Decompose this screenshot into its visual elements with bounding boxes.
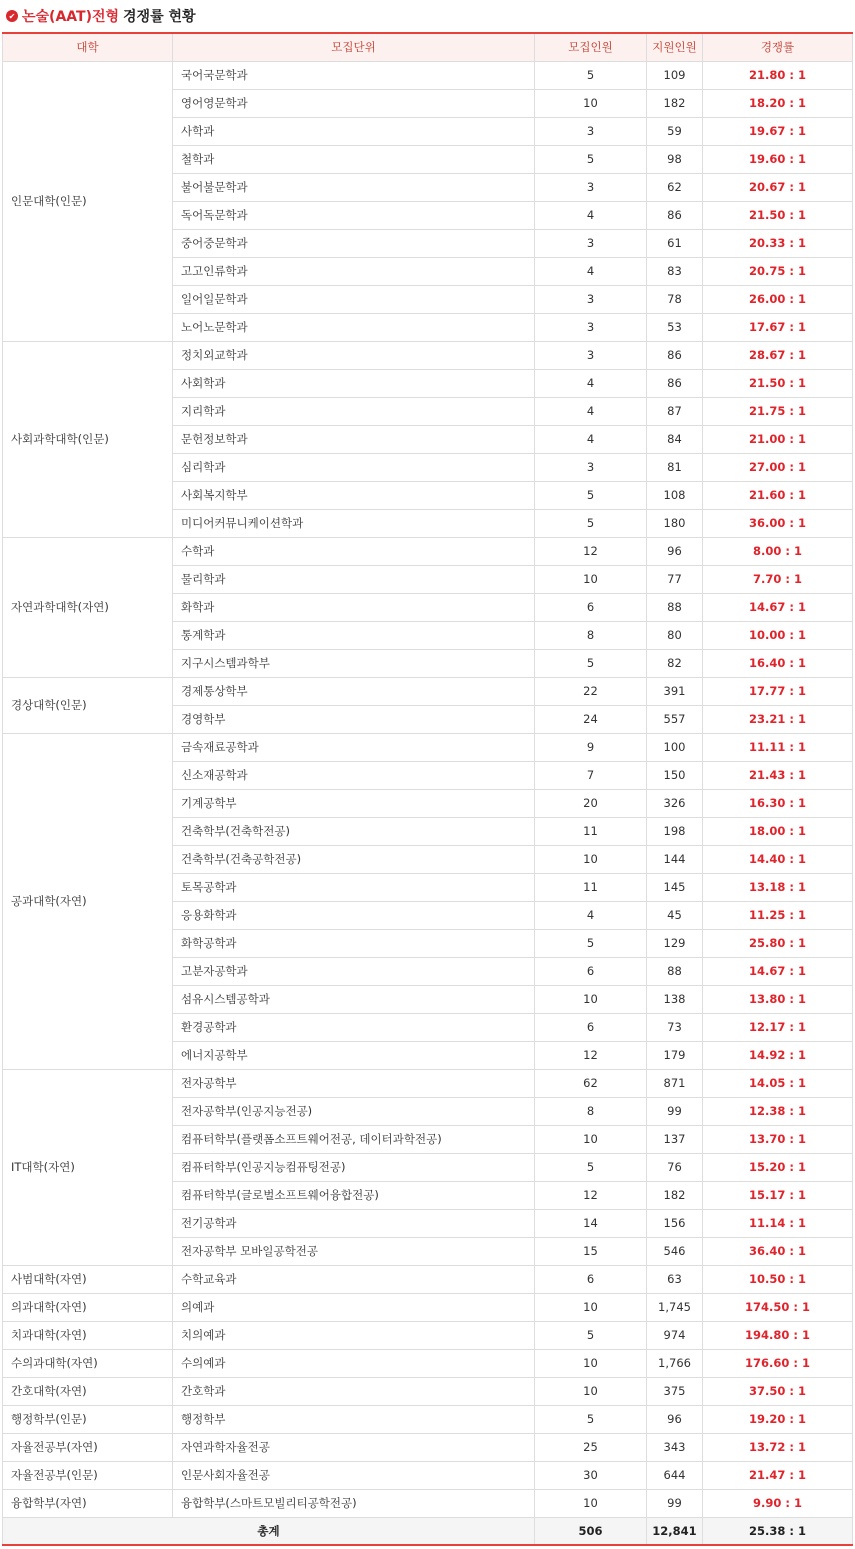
recruit-cell: 5 bbox=[535, 481, 647, 509]
apply-cell: 156 bbox=[647, 1209, 703, 1237]
recruit-cell: 10 bbox=[535, 1293, 647, 1321]
dept-cell: 사회복지학부 bbox=[173, 481, 535, 509]
recruit-cell: 20 bbox=[535, 789, 647, 817]
apply-cell: 100 bbox=[647, 733, 703, 761]
rate-cell: 20.67 : 1 bbox=[703, 173, 853, 201]
recruit-cell: 12 bbox=[535, 537, 647, 565]
apply-cell: 546 bbox=[647, 1237, 703, 1265]
recruit-cell: 11 bbox=[535, 817, 647, 845]
apply-cell: 974 bbox=[647, 1321, 703, 1349]
recruit-cell: 5 bbox=[535, 649, 647, 677]
recruit-cell: 8 bbox=[535, 1097, 647, 1125]
univ-cell: 자연과학대학(자연) bbox=[3, 537, 173, 677]
dept-cell: 전자공학부 모바일공학전공 bbox=[173, 1237, 535, 1265]
apply-cell: 144 bbox=[647, 845, 703, 873]
recruit-cell: 24 bbox=[535, 705, 647, 733]
apply-cell: 644 bbox=[647, 1461, 703, 1489]
univ-cell: 사범대학(자연) bbox=[3, 1265, 173, 1293]
header-rate: 경쟁률 bbox=[703, 33, 853, 61]
recruit-cell: 5 bbox=[535, 929, 647, 957]
table-body bbox=[3, 61, 853, 1517]
apply-cell: 137 bbox=[647, 1125, 703, 1153]
univ-cell: 자율전공부(자연) bbox=[3, 1433, 173, 1461]
rate-cell: 14.40 : 1 bbox=[703, 845, 853, 873]
recruit-cell: 5 bbox=[535, 1405, 647, 1433]
dept-cell: 지리학과 bbox=[173, 397, 535, 425]
recruit-cell: 10 bbox=[535, 1377, 647, 1405]
rate-cell: 13.70 : 1 bbox=[703, 1125, 853, 1153]
table-row bbox=[3, 1069, 853, 1097]
apply-cell: 375 bbox=[647, 1377, 703, 1405]
apply-cell: 1,745 bbox=[647, 1293, 703, 1321]
rate-cell: 21.80 : 1 bbox=[703, 61, 853, 89]
dept-cell: 불어불문학과 bbox=[173, 173, 535, 201]
apply-cell: 557 bbox=[647, 705, 703, 733]
dept-cell: 전자공학부 bbox=[173, 1069, 535, 1097]
rate-cell: 11.25 : 1 bbox=[703, 901, 853, 929]
rate-cell: 14.67 : 1 bbox=[703, 593, 853, 621]
recruit-cell: 10 bbox=[535, 1125, 647, 1153]
dept-cell: 전자공학부(인공지능전공) bbox=[173, 1097, 535, 1125]
dept-cell: 영어영문학과 bbox=[173, 89, 535, 117]
rate-cell: 21.75 : 1 bbox=[703, 397, 853, 425]
recruit-cell: 12 bbox=[535, 1181, 647, 1209]
dept-cell: 컴퓨터학부(인공지능컴퓨팅전공) bbox=[173, 1153, 535, 1181]
rate-cell: 14.67 : 1 bbox=[703, 957, 853, 985]
apply-cell: 61 bbox=[647, 229, 703, 257]
dept-cell: 응용화학과 bbox=[173, 901, 535, 929]
rate-cell: 28.67 : 1 bbox=[703, 341, 853, 369]
dept-cell: 토목공학과 bbox=[173, 873, 535, 901]
apply-cell: 96 bbox=[647, 537, 703, 565]
dept-cell: 수학교육과 bbox=[173, 1265, 535, 1293]
dept-cell: 국어국문학과 bbox=[173, 61, 535, 89]
rate-cell: 7.70 : 1 bbox=[703, 565, 853, 593]
dept-cell: 물리학과 bbox=[173, 565, 535, 593]
total-recruit: 506 bbox=[535, 1517, 647, 1545]
univ-cell: 의과대학(자연) bbox=[3, 1293, 173, 1321]
apply-cell: 82 bbox=[647, 649, 703, 677]
recruit-cell: 5 bbox=[535, 509, 647, 537]
recruit-cell: 4 bbox=[535, 369, 647, 397]
recruit-cell: 12 bbox=[535, 1041, 647, 1069]
dept-cell: 건축학부(건축공학전공) bbox=[173, 845, 535, 873]
total-row bbox=[3, 1517, 853, 1545]
rate-cell: 12.17 : 1 bbox=[703, 1013, 853, 1041]
dept-cell: 심리학과 bbox=[173, 453, 535, 481]
rate-cell: 26.00 : 1 bbox=[703, 285, 853, 313]
dept-cell: 정치외교학과 bbox=[173, 341, 535, 369]
total-rate: 25.38 : 1 bbox=[703, 1517, 853, 1545]
recruit-cell: 5 bbox=[535, 1321, 647, 1349]
recruit-cell: 4 bbox=[535, 397, 647, 425]
header-dept: 모집단위 bbox=[173, 33, 535, 61]
page-title bbox=[0, 0, 855, 32]
rate-cell: 36.40 : 1 bbox=[703, 1237, 853, 1265]
recruit-cell: 5 bbox=[535, 61, 647, 89]
apply-cell: 391 bbox=[647, 677, 703, 705]
table-row bbox=[3, 733, 853, 761]
rate-cell: 16.30 : 1 bbox=[703, 789, 853, 817]
apply-cell: 180 bbox=[647, 509, 703, 537]
recruit-cell: 5 bbox=[535, 145, 647, 173]
rate-cell: 25.80 : 1 bbox=[703, 929, 853, 957]
recruit-cell: 3 bbox=[535, 341, 647, 369]
table-row bbox=[3, 341, 853, 369]
rate-cell: 23.21 : 1 bbox=[703, 705, 853, 733]
recruit-cell: 3 bbox=[535, 173, 647, 201]
header-univ: 대학 bbox=[3, 33, 173, 61]
dept-cell: 행정학부 bbox=[173, 1405, 535, 1433]
rate-cell: 176.60 : 1 bbox=[703, 1349, 853, 1377]
recruit-cell: 6 bbox=[535, 957, 647, 985]
dept-cell: 컴퓨터학부(플랫폼소프트웨어전공, 데이터과학전공) bbox=[173, 1125, 535, 1153]
apply-cell: 86 bbox=[647, 369, 703, 397]
rate-cell: 11.14 : 1 bbox=[703, 1209, 853, 1237]
dept-cell: 고분자공학과 bbox=[173, 957, 535, 985]
recruit-cell: 3 bbox=[535, 229, 647, 257]
table-row bbox=[3, 1293, 853, 1321]
apply-cell: 343 bbox=[647, 1433, 703, 1461]
recruit-cell: 6 bbox=[535, 1013, 647, 1041]
total-label: 총계 bbox=[3, 1517, 535, 1545]
title-rest: 경쟁률 현황 bbox=[123, 9, 196, 25]
rate-cell: 17.67 : 1 bbox=[703, 313, 853, 341]
dept-cell: 치의예과 bbox=[173, 1321, 535, 1349]
apply-cell: 109 bbox=[647, 61, 703, 89]
apply-cell: 150 bbox=[647, 761, 703, 789]
apply-cell: 198 bbox=[647, 817, 703, 845]
rate-cell: 36.00 : 1 bbox=[703, 509, 853, 537]
dept-cell: 문헌정보학과 bbox=[173, 425, 535, 453]
dept-cell: 인문사회자율전공 bbox=[173, 1461, 535, 1489]
recruit-cell: 4 bbox=[535, 201, 647, 229]
univ-cell: IT대학(자연) bbox=[3, 1069, 173, 1265]
recruit-cell: 7 bbox=[535, 761, 647, 789]
dept-cell: 간호학과 bbox=[173, 1377, 535, 1405]
table-row bbox=[3, 1405, 853, 1433]
recruit-cell: 9 bbox=[535, 733, 647, 761]
rate-cell: 10.50 : 1 bbox=[703, 1265, 853, 1293]
dept-cell: 지구시스템과학부 bbox=[173, 649, 535, 677]
apply-cell: 83 bbox=[647, 257, 703, 285]
recruit-cell: 6 bbox=[535, 1265, 647, 1293]
header-recruit: 모집인원 bbox=[535, 33, 647, 61]
rate-cell: 21.60 : 1 bbox=[703, 481, 853, 509]
rate-cell: 17.77 : 1 bbox=[703, 677, 853, 705]
dept-cell: 의예과 bbox=[173, 1293, 535, 1321]
dept-cell: 융합학부(스마트모빌리티공학전공) bbox=[173, 1489, 535, 1517]
univ-cell: 간호대학(자연) bbox=[3, 1377, 173, 1405]
recruit-cell: 8 bbox=[535, 621, 647, 649]
rate-cell: 8.00 : 1 bbox=[703, 537, 853, 565]
rate-cell: 37.50 : 1 bbox=[703, 1377, 853, 1405]
dept-cell: 건축학부(건축학전공) bbox=[173, 817, 535, 845]
dept-cell: 환경공학과 bbox=[173, 1013, 535, 1041]
rate-cell: 21.50 : 1 bbox=[703, 369, 853, 397]
rate-cell: 19.60 : 1 bbox=[703, 145, 853, 173]
table-row bbox=[3, 537, 853, 565]
recruit-cell: 10 bbox=[535, 89, 647, 117]
dept-cell: 수학과 bbox=[173, 537, 535, 565]
univ-cell: 인문대학(인문) bbox=[3, 61, 173, 341]
recruit-cell: 22 bbox=[535, 677, 647, 705]
rate-cell: 194.80 : 1 bbox=[703, 1321, 853, 1349]
apply-cell: 59 bbox=[647, 117, 703, 145]
recruit-cell: 3 bbox=[535, 453, 647, 481]
table-row bbox=[3, 1321, 853, 1349]
apply-cell: 179 bbox=[647, 1041, 703, 1069]
recruit-cell: 10 bbox=[535, 845, 647, 873]
univ-cell: 행정학부(인문) bbox=[3, 1405, 173, 1433]
apply-cell: 53 bbox=[647, 313, 703, 341]
dept-cell: 컴퓨터학부(글로벌소프트웨어융합전공) bbox=[173, 1181, 535, 1209]
recruit-cell: 62 bbox=[535, 1069, 647, 1097]
rate-cell: 11.11 : 1 bbox=[703, 733, 853, 761]
dept-cell: 중어중문학과 bbox=[173, 229, 535, 257]
dept-cell: 독어독문학과 bbox=[173, 201, 535, 229]
rate-cell: 21.00 : 1 bbox=[703, 425, 853, 453]
dept-cell: 사학과 bbox=[173, 117, 535, 145]
apply-cell: 182 bbox=[647, 89, 703, 117]
apply-cell: 99 bbox=[647, 1097, 703, 1125]
table-row bbox=[3, 1461, 853, 1489]
recruit-cell: 14 bbox=[535, 1209, 647, 1237]
dept-cell: 고고인류학과 bbox=[173, 257, 535, 285]
dept-cell: 일어일문학과 bbox=[173, 285, 535, 313]
rate-cell: 13.80 : 1 bbox=[703, 985, 853, 1013]
dept-cell: 화학공학과 bbox=[173, 929, 535, 957]
recruit-cell: 10 bbox=[535, 1349, 647, 1377]
apply-cell: 73 bbox=[647, 1013, 703, 1041]
apply-cell: 138 bbox=[647, 985, 703, 1013]
rate-cell: 9.90 : 1 bbox=[703, 1489, 853, 1517]
recruit-cell: 3 bbox=[535, 285, 647, 313]
rate-cell: 13.72 : 1 bbox=[703, 1433, 853, 1461]
table-row bbox=[3, 1489, 853, 1517]
apply-cell: 99 bbox=[647, 1489, 703, 1517]
dept-cell: 노어노문학과 bbox=[173, 313, 535, 341]
table-row bbox=[3, 677, 853, 705]
rate-cell: 15.17 : 1 bbox=[703, 1181, 853, 1209]
apply-cell: 88 bbox=[647, 593, 703, 621]
univ-cell: 공과대학(자연) bbox=[3, 733, 173, 1069]
recruit-cell: 3 bbox=[535, 117, 647, 145]
apply-cell: 78 bbox=[647, 285, 703, 313]
recruit-cell: 15 bbox=[535, 1237, 647, 1265]
table-row bbox=[3, 61, 853, 89]
apply-cell: 129 bbox=[647, 929, 703, 957]
dept-cell: 금속재료공학과 bbox=[173, 733, 535, 761]
recruit-cell: 3 bbox=[535, 313, 647, 341]
dept-cell: 전기공학과 bbox=[173, 1209, 535, 1237]
dept-cell: 에너지공학부 bbox=[173, 1041, 535, 1069]
rate-cell: 16.40 : 1 bbox=[703, 649, 853, 677]
recruit-cell: 11 bbox=[535, 873, 647, 901]
apply-cell: 88 bbox=[647, 957, 703, 985]
univ-cell: 수의과대학(자연) bbox=[3, 1349, 173, 1377]
check-circle-icon: ✔ bbox=[6, 10, 18, 22]
apply-cell: 84 bbox=[647, 425, 703, 453]
apply-cell: 326 bbox=[647, 789, 703, 817]
header-apply: 지원인원 bbox=[647, 33, 703, 61]
recruit-cell: 25 bbox=[535, 1433, 647, 1461]
competition-rate-table bbox=[2, 32, 853, 1546]
rate-cell: 19.20 : 1 bbox=[703, 1405, 853, 1433]
dept-cell: 화학과 bbox=[173, 593, 535, 621]
rate-cell: 20.75 : 1 bbox=[703, 257, 853, 285]
table-header-row bbox=[3, 33, 853, 61]
recruit-cell: 10 bbox=[535, 565, 647, 593]
recruit-cell: 10 bbox=[535, 985, 647, 1013]
rate-cell: 13.18 : 1 bbox=[703, 873, 853, 901]
dept-cell: 기계공학부 bbox=[173, 789, 535, 817]
rate-cell: 18.00 : 1 bbox=[703, 817, 853, 845]
rate-cell: 21.47 : 1 bbox=[703, 1461, 853, 1489]
title-highlight: 논술(AAT)전형 bbox=[22, 9, 120, 25]
rate-cell: 19.67 : 1 bbox=[703, 117, 853, 145]
apply-cell: 62 bbox=[647, 173, 703, 201]
recruit-cell: 4 bbox=[535, 257, 647, 285]
apply-cell: 145 bbox=[647, 873, 703, 901]
rate-cell: 14.05 : 1 bbox=[703, 1069, 853, 1097]
apply-cell: 81 bbox=[647, 453, 703, 481]
apply-cell: 108 bbox=[647, 481, 703, 509]
apply-cell: 86 bbox=[647, 341, 703, 369]
total-apply: 12,841 bbox=[647, 1517, 703, 1545]
dept-cell: 경영학부 bbox=[173, 705, 535, 733]
rate-cell: 12.38 : 1 bbox=[703, 1097, 853, 1125]
univ-cell: 자율전공부(인문) bbox=[3, 1461, 173, 1489]
apply-cell: 86 bbox=[647, 201, 703, 229]
apply-cell: 182 bbox=[647, 1181, 703, 1209]
apply-cell: 76 bbox=[647, 1153, 703, 1181]
recruit-cell: 4 bbox=[535, 425, 647, 453]
apply-cell: 63 bbox=[647, 1265, 703, 1293]
recruit-cell: 10 bbox=[535, 1489, 647, 1517]
rate-cell: 20.33 : 1 bbox=[703, 229, 853, 257]
rate-cell: 27.00 : 1 bbox=[703, 453, 853, 481]
dept-cell: 철학과 bbox=[173, 145, 535, 173]
rate-cell: 15.20 : 1 bbox=[703, 1153, 853, 1181]
dept-cell: 통계학과 bbox=[173, 621, 535, 649]
recruit-cell: 6 bbox=[535, 593, 647, 621]
dept-cell: 경제통상학부 bbox=[173, 677, 535, 705]
table-row bbox=[3, 1433, 853, 1461]
univ-cell: 경상대학(인문) bbox=[3, 677, 173, 733]
apply-cell: 98 bbox=[647, 145, 703, 173]
univ-cell: 사회과학대학(인문) bbox=[3, 341, 173, 537]
table-row bbox=[3, 1349, 853, 1377]
recruit-cell: 5 bbox=[535, 1153, 647, 1181]
recruit-cell: 4 bbox=[535, 901, 647, 929]
rate-cell: 10.00 : 1 bbox=[703, 621, 853, 649]
dept-cell: 사회학과 bbox=[173, 369, 535, 397]
apply-cell: 871 bbox=[647, 1069, 703, 1097]
dept-cell: 미디어커뮤니케이션학과 bbox=[173, 509, 535, 537]
table-row bbox=[3, 1265, 853, 1293]
dept-cell: 신소재공학과 bbox=[173, 761, 535, 789]
recruit-cell: 30 bbox=[535, 1461, 647, 1489]
table-row bbox=[3, 1377, 853, 1405]
rate-cell: 174.50 : 1 bbox=[703, 1293, 853, 1321]
apply-cell: 96 bbox=[647, 1405, 703, 1433]
dept-cell: 섬유시스템공학과 bbox=[173, 985, 535, 1013]
apply-cell: 1,766 bbox=[647, 1349, 703, 1377]
apply-cell: 45 bbox=[647, 901, 703, 929]
dept-cell: 수의예과 bbox=[173, 1349, 535, 1377]
rate-cell: 21.50 : 1 bbox=[703, 201, 853, 229]
apply-cell: 87 bbox=[647, 397, 703, 425]
rate-cell: 21.43 : 1 bbox=[703, 761, 853, 789]
apply-cell: 77 bbox=[647, 565, 703, 593]
univ-cell: 융합학부(자연) bbox=[3, 1489, 173, 1517]
apply-cell: 80 bbox=[647, 621, 703, 649]
univ-cell: 치과대학(자연) bbox=[3, 1321, 173, 1349]
rate-cell: 14.92 : 1 bbox=[703, 1041, 853, 1069]
dept-cell: 자연과학자율전공 bbox=[173, 1433, 535, 1461]
rate-cell: 18.20 : 1 bbox=[703, 89, 853, 117]
